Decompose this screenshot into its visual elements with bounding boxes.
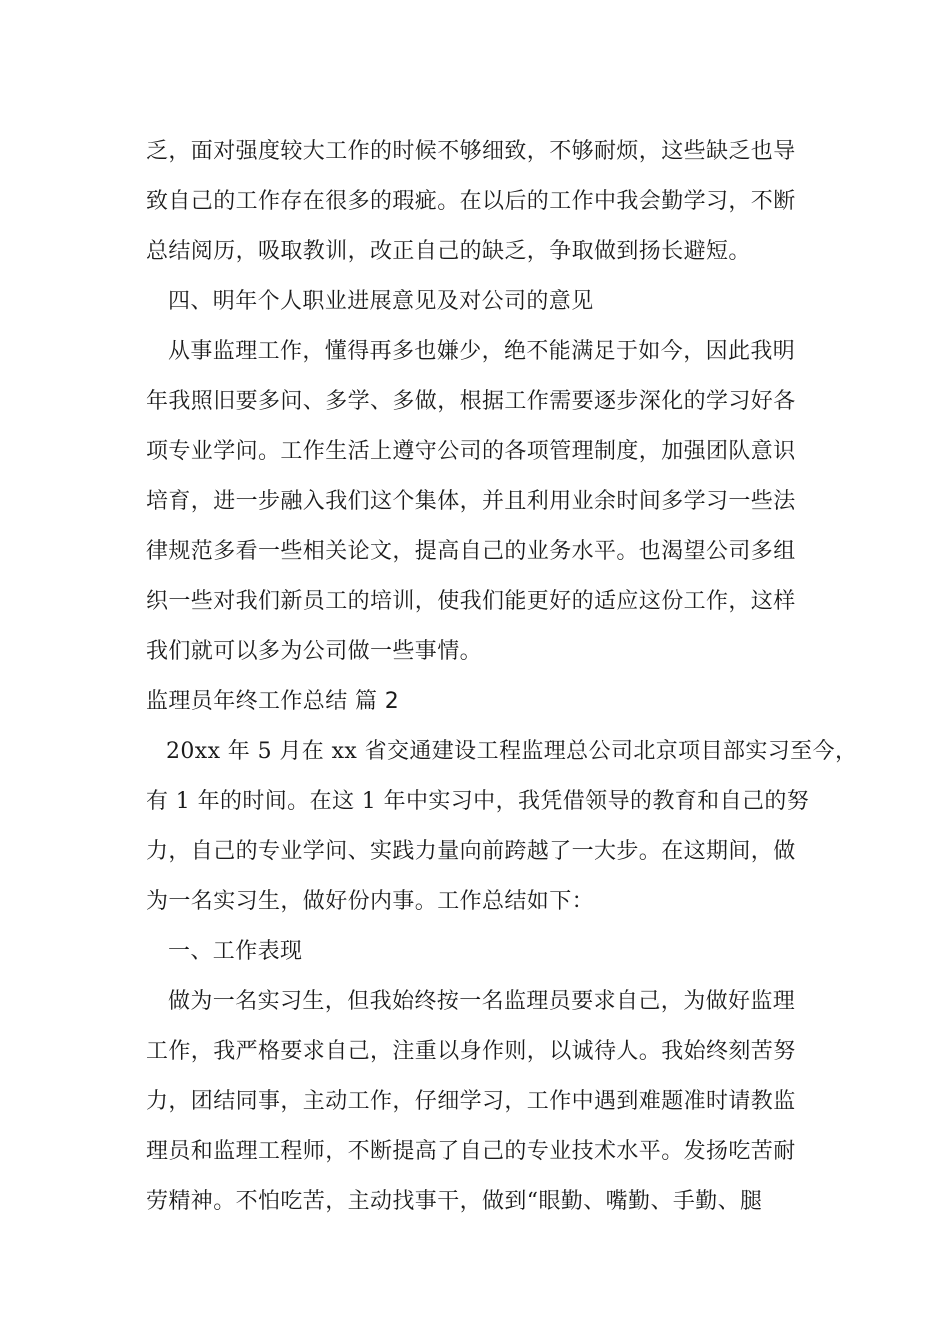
body-text-line: 力，团结同事，主动工作，仔细学习，工作中遇到难题准时请教监: [146, 1089, 796, 1114]
body-text-line: 总结阅历，吸取教训，改正自己的缺乏，争取做到扬长避短。: [146, 239, 751, 264]
body-text-line: 律规范多看一些相关论文，提高自己的业务水平。也渴望公司多组: [146, 539, 796, 564]
body-text-line: 培育，进一步融入我们这个集体，并且利用业余时间多学习一些法: [146, 489, 796, 514]
section-heading: 四、明年个人职业进展意见及对公司的意见: [168, 289, 594, 314]
body-text-line: 乏，面对强度较大工作的时候不够细致，不够耐烦，这些缺乏也导: [146, 139, 796, 164]
document-title: 监理员年终工作总结 篇 2: [146, 689, 400, 714]
body-text-line: 织一些对我们新员工的培训，使我们能更好的适应这份工作，这样: [146, 589, 796, 614]
body-text-line: 做为一名实习生，但我始终按一名监理员要求自己，为做好监理: [168, 989, 796, 1014]
body-text-line: 劳精神。不怕吃苦，主动找事干，做到“眼勤、嘴勤、手勤、腿: [146, 1189, 763, 1214]
body-text-line: 致自己的工作存在很多的瑕疵。在以后的工作中我会勤学习，不断: [146, 189, 796, 214]
body-text-line: 有 1 年的时间。在这 1 年中实习中，我凭借领导的教育和自己的努: [146, 789, 810, 814]
body-text-line: 我们就可以多为公司做一些事情。: [146, 639, 483, 664]
body-text-line: 理员和监理工程师，不断提高了自己的专业技术水平。发扬吃苦耐: [146, 1139, 796, 1164]
body-text-line: 从事监理工作，懂得再多也嫌少，绝不能满足于如今，因此我明: [168, 339, 796, 364]
body-text-line: 工作，我严格要求自己，注重以身作则，以诚待人。我始终刻苦努: [146, 1039, 796, 1064]
section-heading: 一、工作表现: [168, 939, 303, 964]
body-text-line: 20xx 年 5 月在 xx 省交通建设工程监理总公司北京项目部实习至今，: [166, 739, 858, 764]
body-text-line: 为一名实习生，做好份内事。工作总结如下：: [146, 889, 595, 914]
body-text-line: 年我照旧要多问、多学、多做，根据工作需要逐步深化的学习好各: [146, 389, 796, 414]
body-text-line: 力，自己的专业学问、实践力量向前跨越了一大步。在这期间，做: [146, 839, 796, 864]
body-text-line: 项专业学问。工作生活上遵守公司的各项管理制度，加强团队意识: [146, 439, 796, 464]
